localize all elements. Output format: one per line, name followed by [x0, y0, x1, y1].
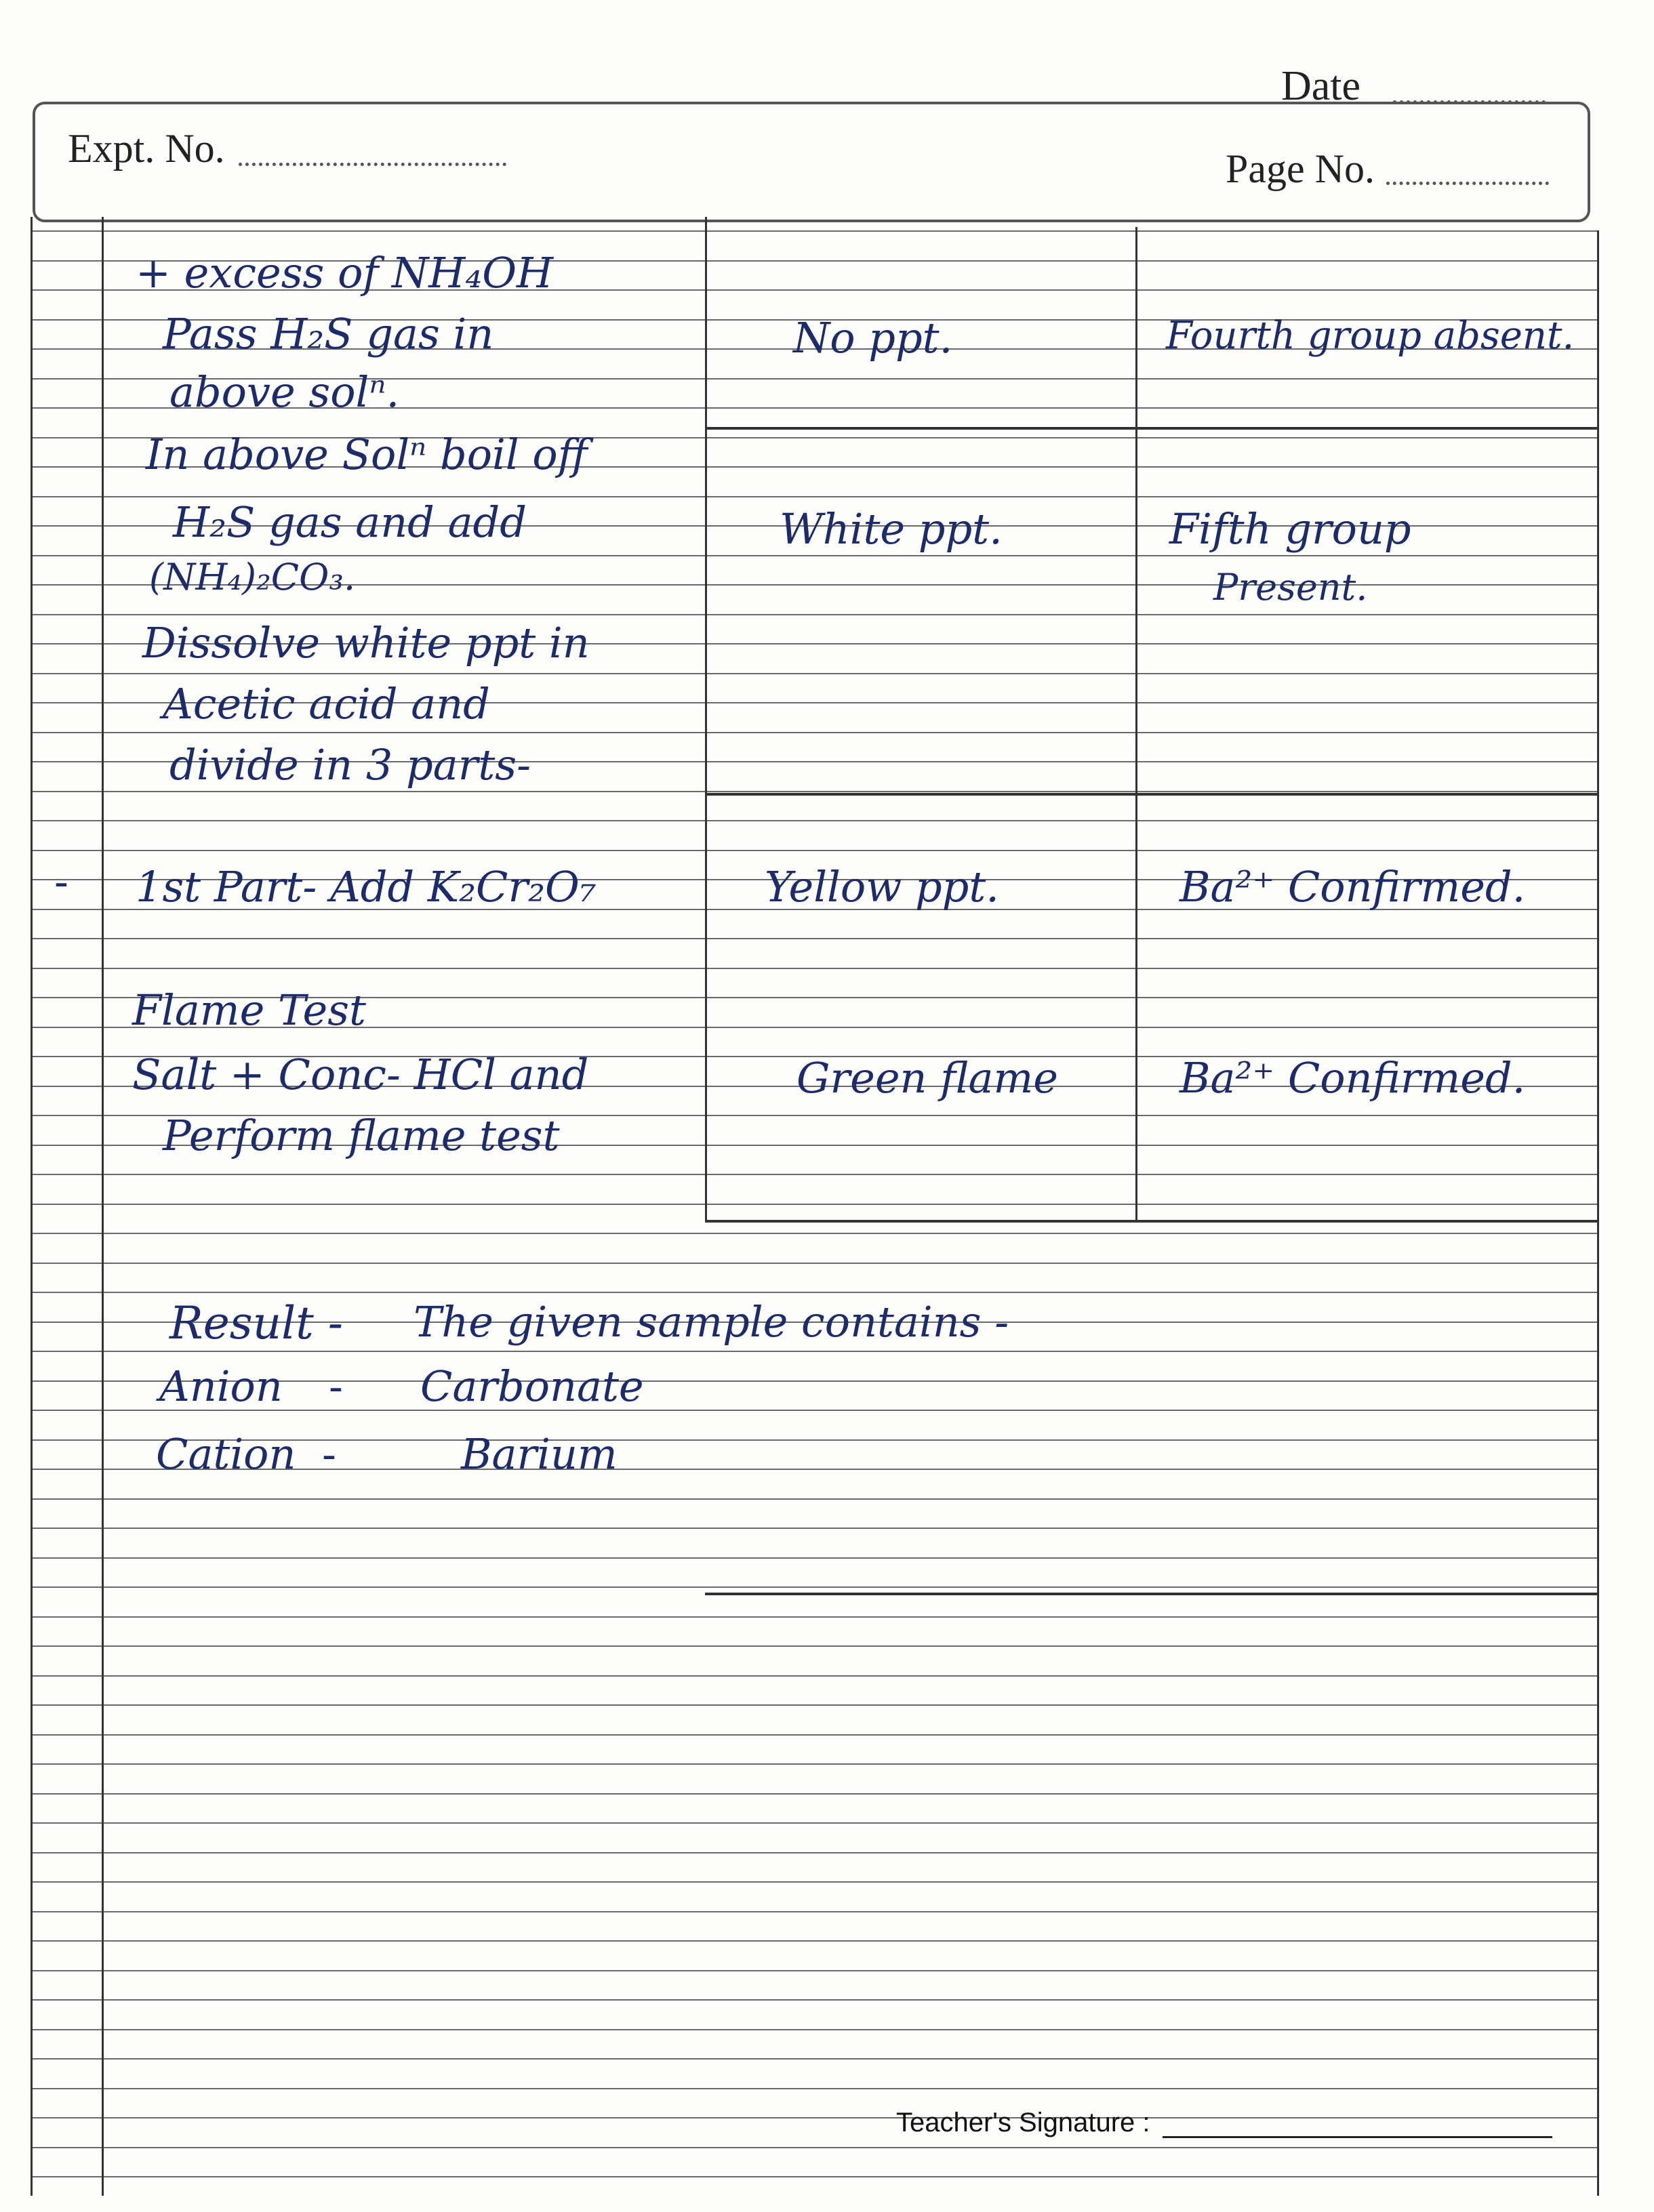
- row2-inference-line2: Present.: [1213, 566, 1368, 609]
- table-row-separator: [705, 793, 1597, 796]
- rule-line: [31, 1940, 1597, 1942]
- row1-inference: Fourth group absent.: [1166, 314, 1575, 358]
- rule-line: [31, 1263, 1597, 1264]
- row1-observation: No ppt.: [793, 313, 953, 363]
- table-column-divider-1: [705, 217, 707, 1220]
- outer-right-line: [1597, 230, 1599, 2196]
- row2-inference-line1: Fifth group: [1169, 504, 1411, 554]
- left-margin-line: [102, 217, 104, 2196]
- rule-line: [31, 1498, 1597, 1500]
- page-no-label: Page No.: [1226, 146, 1375, 191]
- rule-line: [31, 1557, 1597, 1559]
- row3-exp-line2: Acetic acid and: [163, 679, 490, 729]
- row4-exp-line1: 1st Part- Add K₂Cr₂O₇: [136, 862, 597, 912]
- rule-line: [31, 1822, 1597, 1824]
- rule-line: [31, 1763, 1597, 1765]
- row1-exp-line1: + excess of NH₄OH: [136, 248, 554, 298]
- cation-value: Barium: [461, 1429, 618, 1479]
- rule-line: [31, 2147, 1597, 2148]
- rule-line: [31, 1675, 1597, 1677]
- rule-line: [31, 2058, 1597, 2060]
- result-label: Result -: [169, 1297, 344, 1349]
- row2-exp-line2: H₂S gas and add: [173, 497, 527, 547]
- row3-exp-line3: divide in 3 parts-: [169, 740, 531, 790]
- rule-line: [31, 1645, 1597, 1647]
- rule-line: [31, 820, 1597, 821]
- rule-line: [31, 968, 1597, 969]
- row4-observation: Yellow ppt.: [765, 862, 999, 912]
- rule-line: [31, 1793, 1597, 1795]
- rule-line: [31, 1174, 1597, 1175]
- row4-inference: Ba²⁺ Confirmed.: [1179, 862, 1526, 912]
- rule-line: [31, 614, 1597, 615]
- page-no-dots: [1386, 182, 1549, 185]
- row5-inference: Ba²⁺ Confirmed.: [1179, 1053, 1526, 1103]
- rule-line: [31, 1881, 1597, 1883]
- rule-line: [31, 1528, 1597, 1529]
- expt-no-label: Expt. No.: [68, 126, 225, 171]
- table-row-separator: [705, 1220, 1597, 1223]
- row1-exp-line3: above solⁿ.: [169, 367, 400, 417]
- rule-line: [31, 2117, 1597, 2118]
- result-text: The given sample contains -: [414, 1297, 1009, 1347]
- table-row-separator: [705, 1593, 1597, 1595]
- row5-exp-line2: Salt + Conc- HCl and: [132, 1050, 589, 1099]
- anion-dash: -: [329, 1361, 343, 1411]
- rule-line: [31, 230, 1597, 232]
- anion-label: Anion: [159, 1361, 283, 1411]
- rule-line: [31, 2176, 1597, 2177]
- rule-line: [31, 791, 1597, 792]
- rule-line: [31, 673, 1597, 674]
- table-row-separator: [705, 427, 1597, 430]
- date-label: Date: [1281, 63, 1361, 109]
- outer-left-line: [31, 217, 33, 2196]
- rule-line: [31, 1351, 1597, 1352]
- row2-exp-line3: (NH₄)₂CO₃.: [149, 556, 356, 598]
- cation-label: Cation: [156, 1429, 296, 1479]
- rule-line: [31, 1292, 1597, 1293]
- rule-line: [31, 2029, 1597, 2030]
- rule-line: [31, 850, 1597, 851]
- teacher-signature-label: Teacher's Signature :: [896, 2108, 1150, 2137]
- rule-line: [31, 732, 1597, 733]
- row1-exp-line2: Pass H₂S gas in: [163, 309, 494, 359]
- rule-line: [31, 1852, 1597, 1853]
- rule-line: [31, 938, 1597, 939]
- rule-line: [31, 2088, 1597, 2089]
- rule-line: [31, 1586, 1597, 1588]
- expt-no-dots: [239, 163, 506, 166]
- signature-line: [1163, 2136, 1552, 2138]
- rule-line: [31, 1204, 1597, 1205]
- rule-line: [31, 1999, 1597, 2001]
- rule-line: [31, 1233, 1597, 1234]
- rule-line: [31, 1704, 1597, 1706]
- rule-line: [31, 1616, 1597, 1618]
- side-mark: -: [54, 857, 68, 906]
- row5-exp-line3: Perform flame test: [163, 1111, 560, 1160]
- anion-value: Carbonate: [420, 1361, 644, 1411]
- row2-exp-line1: In above Solⁿ boil off: [146, 430, 588, 479]
- row3-exp-line1: Dissolve white ppt in: [142, 618, 590, 668]
- rule-line: [31, 1911, 1597, 1912]
- table-column-divider-2: [1135, 227, 1137, 1220]
- rule-line: [31, 1734, 1597, 1736]
- row2-observation: White ppt.: [780, 504, 1003, 554]
- cation-dash: -: [322, 1429, 336, 1479]
- row5-exp-line1: Flame Test: [132, 985, 366, 1035]
- rule-line: [31, 1970, 1597, 1971]
- row5-observation: Green flame: [796, 1053, 1058, 1103]
